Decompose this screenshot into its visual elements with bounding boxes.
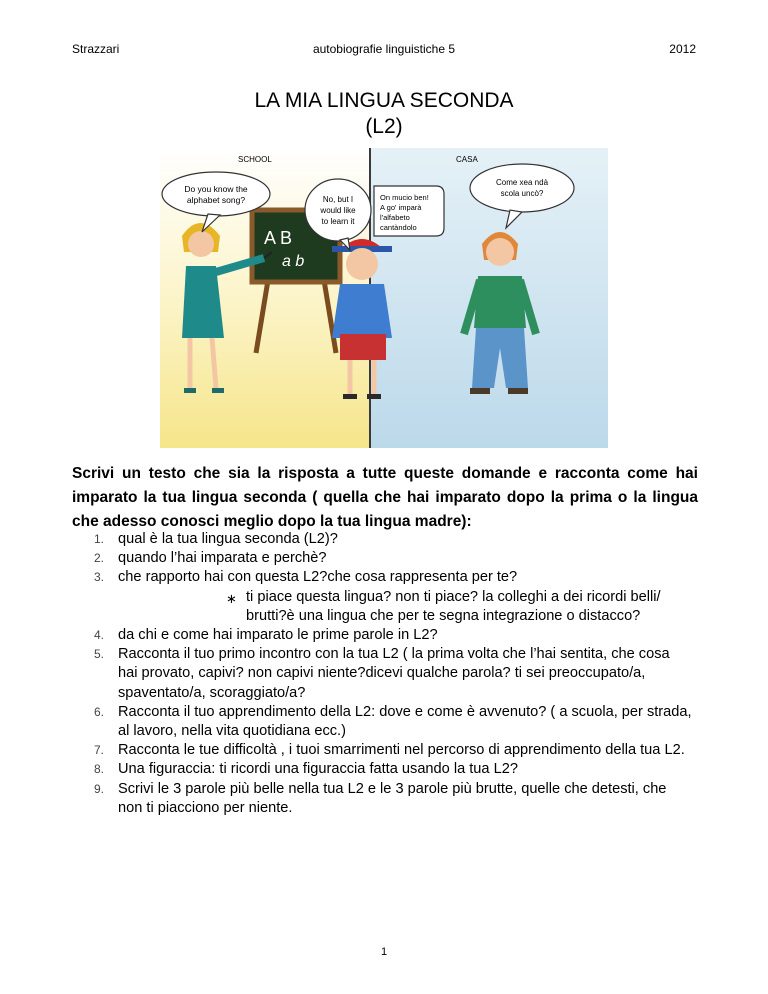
label-casa: CASA — [456, 155, 478, 164]
list-item — [72, 645, 692, 703]
label-school: SCHOOL — [238, 155, 272, 164]
svg-text:to learn it: to learn it — [321, 217, 355, 226]
item-text: da chi e come hai imparato le prime parole in L2? — [118, 627, 438, 644]
list-item — [72, 568, 692, 587]
item-number: 3. — [93, 570, 104, 585]
svg-text:would like: would like — [320, 206, 356, 215]
svg-text:l'alfabeto: l'alfabeto — [380, 213, 410, 222]
svg-text:No, but I: No, but I — [322, 195, 354, 204]
item-number: 5. — [93, 647, 104, 662]
svg-text:Come xea ndà: Come xea ndà — [495, 178, 549, 187]
item-number: 6. — [93, 704, 104, 719]
question-list — [72, 530, 692, 818]
svg-text:On mucio ben!: On mucio ben! — [380, 193, 429, 202]
item-text: Racconta il tuo primo incontro con la tua L2 ( la prima volta che l’hai sentita, che cosa hai provato, capivi? non capivi niente?dicevi qualche parola? ti sei preoccupato/a, spaventato/a, scoraggiato/a? — [118, 646, 670, 701]
list-item — [72, 703, 692, 741]
item-number: 7. — [93, 743, 104, 758]
list-item — [72, 760, 692, 779]
list-item — [72, 530, 692, 549]
svg-text:Do you know the: Do you know the — [184, 184, 248, 194]
asterisk-bullet-icon: ∗ — [226, 590, 237, 606]
svg-text:alphabet song?: alphabet song? — [186, 195, 246, 205]
page-number: 1 — [380, 946, 388, 958]
item-text: Racconta il tuo apprendimento della L2: dove e come è avvenuto? ( a scuola, per strada, al lavoro, nella vita quotidiana ecc.) — [118, 703, 692, 740]
list-item — [72, 549, 692, 568]
sub-bullet-text: ti piace questa lingua? non ti piace? la colleghi a dei ricordi belli/ brutti?è una lingua che per te segna integrazione o distacco? — [246, 588, 661, 624]
item-text: che rapporto hai con questa L2?che cosa rappresenta per te? — [118, 569, 518, 586]
illustration-school-home — [160, 148, 608, 448]
sub-bullet-item — [72, 588, 692, 626]
header-author: Strazzari — [72, 42, 120, 56]
intro-instructions: Scrivi un testo che sia la risposta a tutte queste domande e racconta come hai imparato la tua lingua seconda ( quella che hai imparato dopo la prima o la lingua che adesso conosci meglio dopo la tua lingua madre): — [72, 465, 698, 530]
title-line-2: (L2) — [365, 115, 403, 138]
svg-text:A go' imparà: A go' imparà — [380, 203, 422, 212]
item-number: 8. — [93, 762, 104, 777]
page-title — [0, 88, 768, 140]
list-item — [72, 626, 692, 645]
item-text: Racconta le tue difficoltà , i tuoi smarrimenti nel percorso di apprendimento della tua L2. — [118, 742, 685, 759]
header-year: 2012 — [669, 42, 696, 56]
title-line-1: LA MIA LINGUA SECONDA — [254, 89, 514, 112]
item-number: 4. — [93, 628, 104, 643]
list-item — [72, 780, 692, 818]
list-item — [72, 741, 692, 760]
item-number: 1. — [93, 532, 104, 546]
item-text: quando l’hai imparata e perchè? — [118, 550, 327, 567]
svg-text:cantàndolo: cantàndolo — [380, 223, 417, 232]
item-number: 2. — [93, 551, 104, 566]
item-text: Scrivi le 3 parole più belle nella tua L2 e le 3 parole più brutte, quelle che detesti, che non ti piacciono per niente. — [118, 780, 667, 816]
bubble-child-dialect — [374, 186, 444, 236]
header-subject: autobiografie linguistiche 5 — [312, 42, 456, 56]
board-letters-caps: A B — [264, 228, 293, 248]
board-letters-lower: a b — [282, 253, 305, 270]
svg-text:scola uncò?: scola uncò? — [500, 189, 544, 198]
item-text: qual è la tua lingua seconda (L2)? — [118, 531, 338, 547]
item-text: Una figuraccia: ti ricordi una figuraccia fatta usando la tua L2? — [118, 761, 518, 778]
item-number: 9. — [93, 781, 104, 796]
